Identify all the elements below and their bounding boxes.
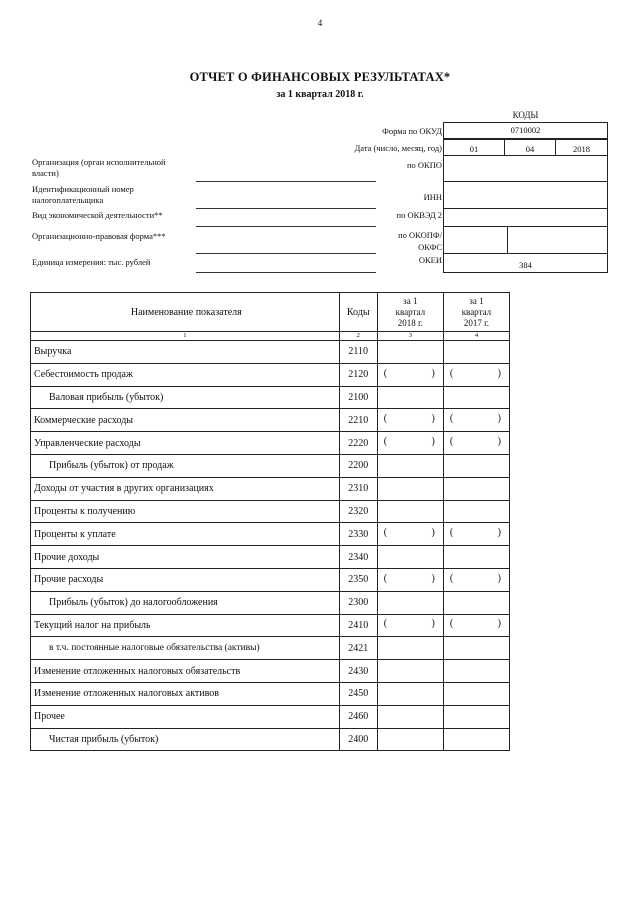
org-underline bbox=[196, 181, 376, 182]
row-code: 2320 bbox=[339, 500, 377, 523]
row-code: 2210 bbox=[339, 409, 377, 432]
row-name: Прочие доходы bbox=[31, 546, 340, 569]
date-day-box bbox=[443, 139, 505, 156]
date-month-box bbox=[504, 139, 556, 156]
row-code: 2400 bbox=[339, 728, 377, 751]
row-code: 2430 bbox=[339, 660, 377, 683]
row-value-2018 bbox=[377, 660, 443, 683]
okved-label: по ОКВЭД 2 bbox=[396, 210, 442, 220]
row-value-2018 bbox=[377, 728, 443, 751]
page-number: 4 bbox=[317, 18, 323, 28]
row-name: Прочие расходы bbox=[31, 568, 340, 591]
okei-box bbox=[443, 253, 608, 273]
row-name: Выручка bbox=[31, 341, 340, 364]
row-value-2017 bbox=[443, 728, 509, 751]
row-code: 2110 bbox=[339, 341, 377, 364]
table-number-row bbox=[31, 332, 510, 341]
col-period1-label: за 1 квартал 2018 г. bbox=[395, 295, 426, 328]
paren-open: ( bbox=[383, 527, 388, 539]
paren-close: ) bbox=[497, 367, 501, 379]
paren-open: ( bbox=[383, 413, 388, 425]
row-name: Себестоимость продаж bbox=[31, 363, 340, 386]
okud-label: Форма по ОКУД bbox=[382, 126, 442, 136]
unit-label: Единица измерения: тыс. рублей bbox=[32, 257, 151, 267]
row-name: Изменение отложенных налоговых активов bbox=[31, 682, 340, 705]
row-value-2017 bbox=[443, 591, 509, 614]
paren-close: ) bbox=[497, 436, 501, 448]
paren-open: ( bbox=[383, 367, 388, 379]
col-name-header: Наименование показателя bbox=[31, 293, 340, 332]
row-code: 2450 bbox=[339, 682, 377, 705]
okud-value: 0710002 bbox=[510, 125, 541, 135]
row-value-2018 bbox=[377, 363, 443, 386]
row-value-2017 bbox=[443, 432, 509, 455]
row-name: Прибыль (убыток) до налогообложения bbox=[31, 591, 340, 614]
row-value-2018 bbox=[377, 705, 443, 728]
row-value-2017 bbox=[443, 454, 509, 477]
unit-underline bbox=[196, 272, 376, 273]
row-name: Проценты к получению bbox=[31, 500, 340, 523]
col-period2-label: за 1 квартал 2017 г. bbox=[461, 295, 492, 328]
legal-form-label: Организационно-правовая форма*** bbox=[32, 231, 166, 241]
row-name: Валовая прибыль (убыток) bbox=[31, 386, 340, 409]
row-code: 2410 bbox=[339, 614, 377, 637]
row-value-2017 bbox=[443, 500, 509, 523]
row-code: 2120 bbox=[339, 363, 377, 386]
okud-box bbox=[443, 122, 608, 139]
row-value-2018 bbox=[377, 568, 443, 591]
date-year: 2018 bbox=[573, 144, 590, 154]
okopf-label: по ОКОПФ/ ОКФС bbox=[398, 230, 442, 252]
table-row bbox=[31, 637, 510, 660]
okpo-box bbox=[443, 155, 608, 182]
table-row bbox=[31, 386, 510, 409]
row-value-2018 bbox=[377, 386, 443, 409]
row-value-2017 bbox=[443, 660, 509, 683]
paren-open: ( bbox=[449, 572, 454, 584]
row-code: 2330 bbox=[339, 523, 377, 546]
paren-close: ) bbox=[497, 527, 501, 539]
col-num-2: 2 bbox=[339, 332, 377, 341]
paren-open: ( bbox=[449, 527, 454, 539]
okopf-box bbox=[443, 226, 508, 254]
row-value-2018 bbox=[377, 454, 443, 477]
table-row bbox=[31, 500, 510, 523]
inn-label: ИНН bbox=[423, 192, 442, 202]
row-code: 2100 bbox=[339, 386, 377, 409]
row-value-2017 bbox=[443, 614, 509, 637]
row-code: 2340 bbox=[339, 546, 377, 569]
activity-underline bbox=[196, 226, 376, 227]
date-year-box bbox=[555, 139, 608, 156]
col-period2-header bbox=[443, 293, 509, 332]
row-value-2018 bbox=[377, 500, 443, 523]
row-code: 2310 bbox=[339, 477, 377, 500]
row-code: 2200 bbox=[339, 454, 377, 477]
row-value-2018 bbox=[377, 591, 443, 614]
row-code: 2460 bbox=[339, 705, 377, 728]
row-code: 2421 bbox=[339, 637, 377, 660]
col-num-4: 4 bbox=[443, 332, 509, 341]
row-name: в т.ч. постоянные налоговые обязательства (активы) bbox=[31, 637, 340, 660]
row-value-2018 bbox=[377, 432, 443, 455]
row-name: Прочее bbox=[31, 705, 340, 728]
inn-label-left: Идентификационный номер налогоплательщика bbox=[32, 184, 134, 205]
row-value-2018 bbox=[377, 682, 443, 705]
inn-box bbox=[443, 181, 608, 209]
row-value-2017 bbox=[443, 637, 509, 660]
okei-value: 384 bbox=[519, 260, 532, 270]
table-row bbox=[31, 477, 510, 500]
row-value-2018 bbox=[377, 614, 443, 637]
table-row bbox=[31, 432, 510, 455]
row-code: 2220 bbox=[339, 432, 377, 455]
date-month: 04 bbox=[525, 144, 535, 154]
report-table bbox=[30, 292, 510, 751]
col-period1-header bbox=[377, 293, 443, 332]
table-row bbox=[31, 454, 510, 477]
paren-open: ( bbox=[449, 413, 454, 425]
okpo-label: по ОКПО bbox=[406, 160, 442, 170]
row-value-2018 bbox=[377, 477, 443, 500]
paren-close: ) bbox=[431, 367, 435, 379]
org-label: Организация (орган исполнительной власти) bbox=[32, 157, 166, 178]
paren-close: ) bbox=[431, 572, 435, 584]
row-value-2017 bbox=[443, 568, 509, 591]
paren-open: ( bbox=[383, 618, 388, 630]
date-day: 01 bbox=[469, 144, 479, 154]
paren-close: ) bbox=[431, 527, 435, 539]
row-value-2017 bbox=[443, 705, 509, 728]
row-value-2017 bbox=[443, 682, 509, 705]
row-value-2018 bbox=[377, 523, 443, 546]
row-code: 2350 bbox=[339, 568, 377, 591]
col-code-header: Коды bbox=[339, 293, 377, 332]
row-value-2017 bbox=[443, 477, 509, 500]
row-value-2017 bbox=[443, 363, 509, 386]
inn-underline bbox=[196, 208, 376, 209]
paren-close: ) bbox=[431, 436, 435, 448]
row-name: Текущий налог на прибыль bbox=[31, 614, 340, 637]
table-row bbox=[31, 591, 510, 614]
col-num-1: 1 bbox=[31, 332, 340, 341]
paren-open: ( bbox=[449, 436, 454, 448]
row-name: Изменение отложенных налоговых обязательств bbox=[31, 660, 340, 683]
report-title: ОТЧЕТ О ФИНАНСОВЫХ РЕЗУЛЬТАТАХ* bbox=[189, 70, 451, 84]
row-value-2017 bbox=[443, 341, 509, 364]
row-name: Проценты к уплате bbox=[31, 523, 340, 546]
row-value-2018 bbox=[377, 546, 443, 569]
table-row bbox=[31, 705, 510, 728]
table-header-row bbox=[31, 293, 510, 332]
table-row bbox=[31, 363, 510, 386]
table-row bbox=[31, 660, 510, 683]
paren-open: ( bbox=[449, 618, 454, 630]
row-value-2017 bbox=[443, 523, 509, 546]
table-row bbox=[31, 682, 510, 705]
paren-close: ) bbox=[431, 413, 435, 425]
table-row bbox=[31, 409, 510, 432]
row-value-2017 bbox=[443, 409, 509, 432]
table-row bbox=[31, 523, 510, 546]
row-name: Коммерческие расходы bbox=[31, 409, 340, 432]
row-value-2018 bbox=[377, 409, 443, 432]
row-name: Управленческие расходы bbox=[31, 432, 340, 455]
paren-open: ( bbox=[449, 367, 454, 379]
row-name: Чистая прибыль (убыток) bbox=[31, 728, 340, 751]
paren-open: ( bbox=[383, 572, 388, 584]
row-value-2017 bbox=[443, 386, 509, 409]
paren-close: ) bbox=[497, 618, 501, 630]
activity-label: Вид экономической деятельности** bbox=[32, 210, 163, 220]
table-row bbox=[31, 546, 510, 569]
table-row bbox=[31, 728, 510, 751]
report-period: за 1 квартал 2018 г. bbox=[276, 89, 364, 100]
row-name: Доходы от участия в других организациях bbox=[31, 477, 340, 500]
paren-close: ) bbox=[497, 572, 501, 584]
paren-open: ( bbox=[383, 436, 388, 448]
okei-label: ОКЕИ bbox=[418, 255, 442, 265]
row-value-2017 bbox=[443, 546, 509, 569]
row-value-2018 bbox=[377, 341, 443, 364]
codes-header: КОДЫ bbox=[512, 110, 539, 120]
col-num-3: 3 bbox=[377, 332, 443, 341]
okfs-box bbox=[507, 226, 608, 254]
row-name: Прибыль (убыток) от продаж bbox=[31, 454, 340, 477]
okved-box bbox=[443, 208, 608, 227]
table-row bbox=[31, 568, 510, 591]
date-label: Дата (число, месяц, год) bbox=[354, 143, 442, 153]
table-row bbox=[31, 341, 510, 364]
row-value-2018 bbox=[377, 637, 443, 660]
paren-close: ) bbox=[497, 413, 501, 425]
table-row bbox=[31, 614, 510, 637]
paren-close: ) bbox=[431, 618, 435, 630]
row-code: 2300 bbox=[339, 591, 377, 614]
legal-form-underline bbox=[196, 253, 376, 254]
